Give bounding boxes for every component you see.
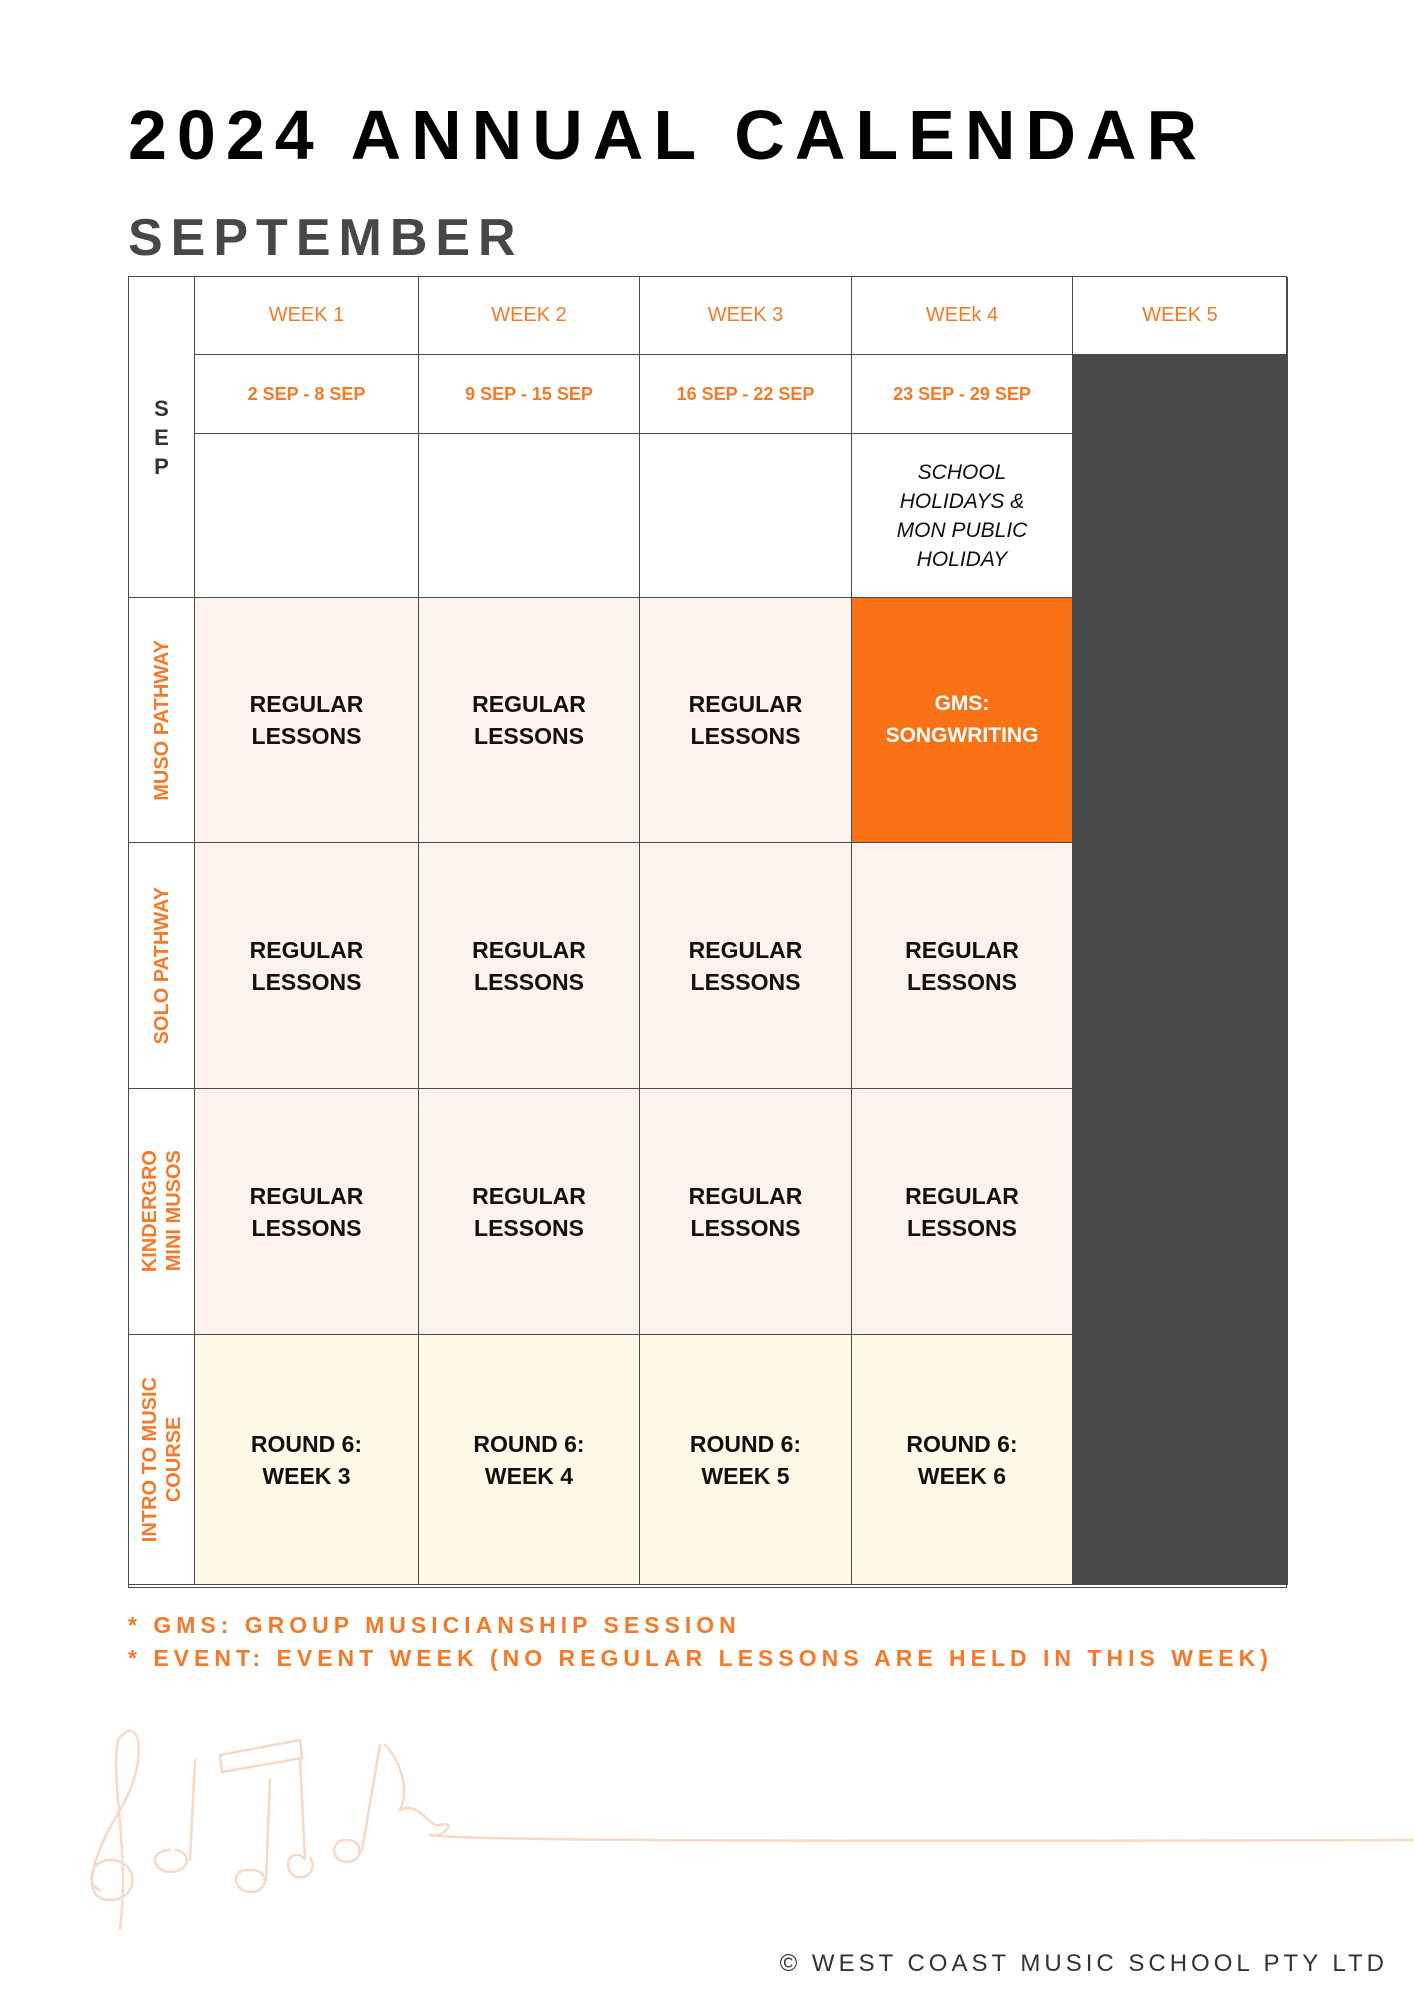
week-header: WEEK 5: [1073, 277, 1288, 355]
row-label-solo-pathway: [129, 843, 195, 1089]
note-shape: [334, 1745, 380, 1862]
beam-shape: [220, 1740, 302, 1772]
month-abbrev-letter: S: [154, 395, 169, 421]
row-label-text: SOLO PATHWAY: [150, 886, 173, 1045]
footnote-event: * EVENT: EVENT WEEK (NO REGULAR LESSONS ARE HELD IN THIS WEEK): [128, 1645, 1273, 1671]
page-title: 2024 ANNUAL CALENDAR: [128, 96, 1208, 174]
note-shape: [236, 1780, 270, 1892]
month-abbrev-letter: E: [154, 424, 169, 450]
schedule-cell: ROUND 6: WEEK 4: [419, 1335, 640, 1585]
treble-clef-shape: [91, 1731, 138, 1930]
row-label-intro-course: [129, 1335, 195, 1585]
staff-line-shape: [385, 1745, 1414, 1841]
date-range: 2 SEP - 8 SEP: [195, 355, 419, 434]
schedule-cell: ROUND 6: WEEK 6: [852, 1335, 1073, 1585]
schedule-cell: REGULAR LESSONS: [640, 1089, 852, 1335]
date-range: 23 SEP - 29 SEP: [852, 355, 1073, 434]
week-header: WEEk 4: [852, 277, 1073, 355]
schedule-cell: ROUND 6: WEEK 5: [640, 1335, 852, 1585]
week5-blocked-column: [1073, 355, 1288, 1585]
schedule-cell: REGULAR LESSONS: [640, 843, 852, 1089]
calendar-table: [128, 276, 1287, 1588]
note-shape: [288, 1758, 313, 1877]
schedule-cell: REGULAR LESSONS: [640, 598, 852, 843]
copyright-text: © WEST COAST MUSIC SCHOOL PTY LTD: [779, 1950, 1388, 1977]
week-note: [195, 434, 419, 598]
schedule-cell: REGULAR LESSONS: [852, 843, 1073, 1089]
date-range: 9 SEP - 15 SEP: [419, 355, 640, 434]
date-range: 16 SEP - 22 SEP: [640, 355, 852, 434]
week-note: SCHOOL HOLIDAYS & MON PUBLIC HOLIDAY: [852, 434, 1073, 598]
week-header: WEEK 1: [195, 277, 419, 355]
week-note: [419, 434, 640, 598]
row-label-muso-pathway: [129, 598, 195, 843]
week-header: WEEK 3: [640, 277, 852, 355]
schedule-cell: REGULAR LESSONS: [852, 1089, 1073, 1335]
row-label-text: INTRO TO MUSIC COURSE: [138, 1376, 185, 1543]
week-header: WEEK 2: [419, 277, 640, 355]
schedule-cell: REGULAR LESSONS: [195, 843, 419, 1089]
schedule-cell-highlight: GMS: SONGWRITING: [852, 598, 1073, 843]
schedule-cell: REGULAR LESSONS: [195, 598, 419, 843]
row-label-kindergro: [129, 1089, 195, 1335]
row-label-text: MUSO PATHWAY: [150, 639, 173, 801]
schedule-cell: REGULAR LESSONS: [419, 598, 640, 843]
month-title: SEPTEMBER: [128, 209, 524, 267]
row-label-text: KINDERGRO MINI MUSOS: [138, 1150, 185, 1273]
week-note: [640, 434, 852, 598]
month-abbrev-cell: [129, 277, 195, 598]
footnote-gms: * GMS: GROUP MUSICIANSHIP SESSION: [128, 1612, 741, 1638]
schedule-cell: REGULAR LESSONS: [195, 1089, 419, 1335]
schedule-cell: REGULAR LESSONS: [419, 843, 640, 1089]
schedule-cell: REGULAR LESSONS: [419, 1089, 640, 1335]
schedule-cell: ROUND 6: WEEK 3: [195, 1335, 419, 1585]
note-shape: [155, 1760, 195, 1872]
month-abbrev-letter: P: [154, 453, 169, 479]
music-notes-decoration: [0, 1700, 1414, 1930]
